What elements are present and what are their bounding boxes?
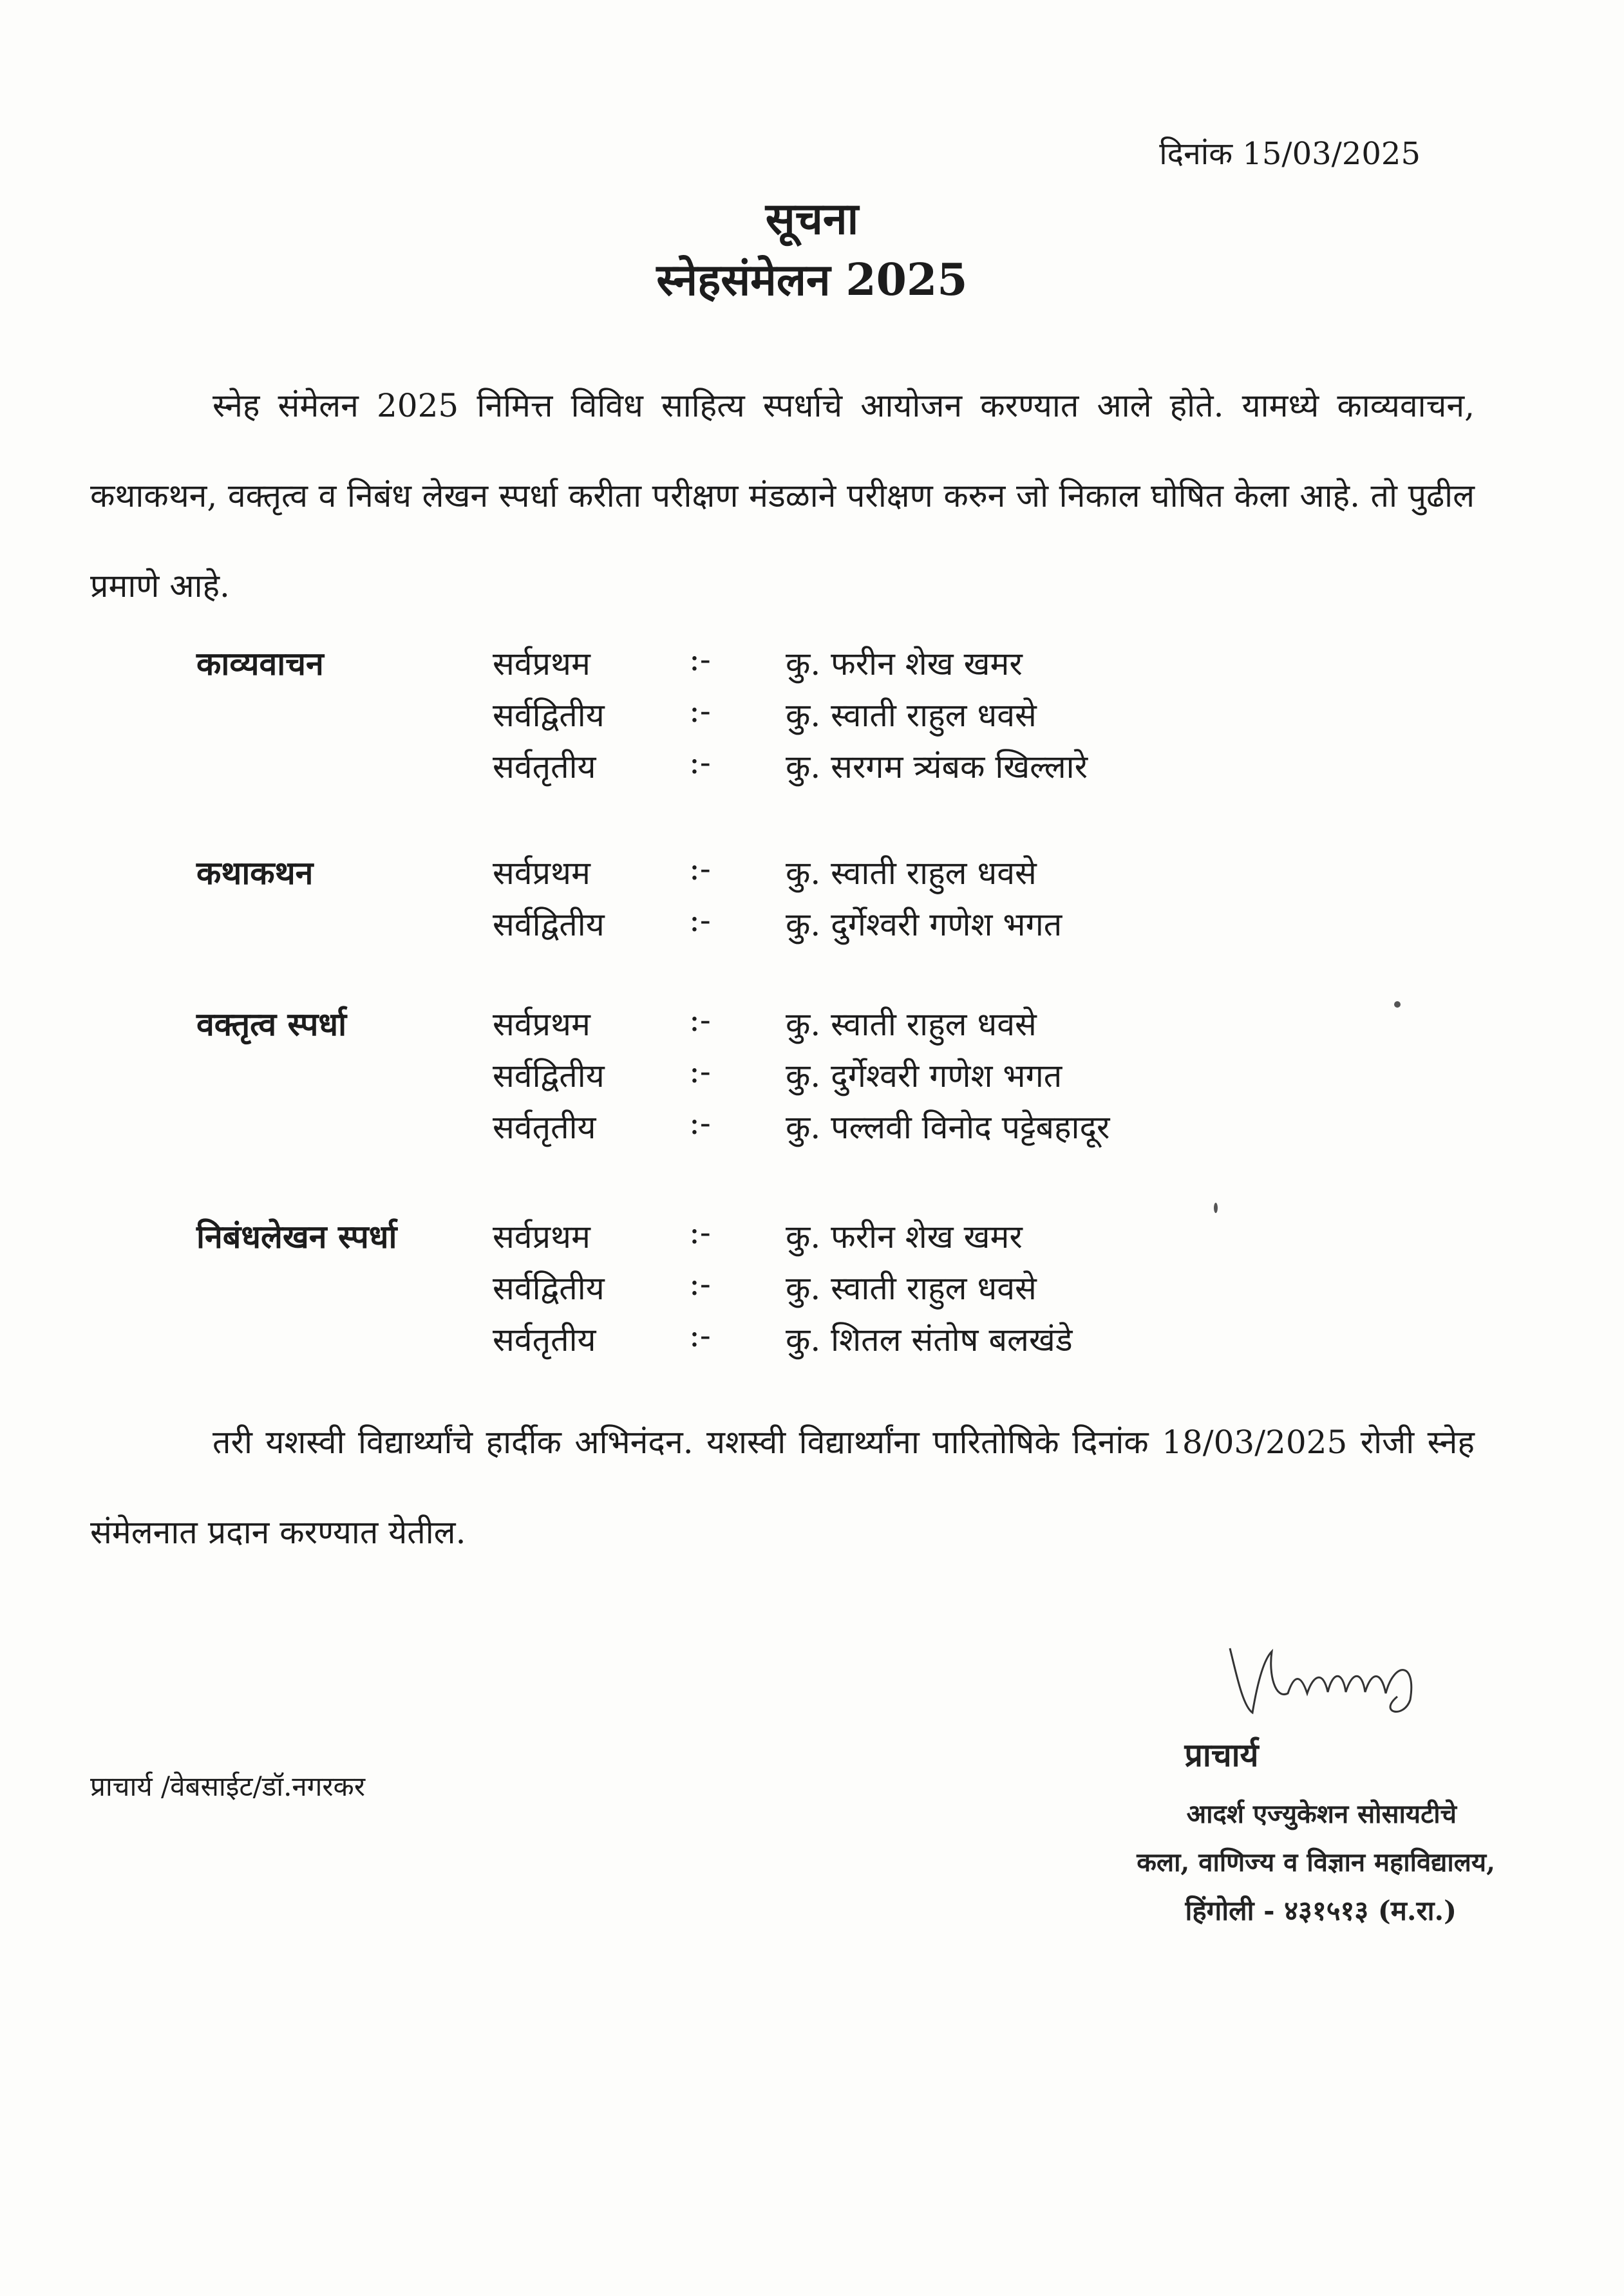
result-separator: :- [689, 692, 711, 729]
result-name: कु. स्वाती राहुल धवसे [786, 1270, 1037, 1307]
intro-paragraph: स्नेह संमेलन 2025 निमित्त विविध साहित्य स्पर्धाचे आयोजन करण्यात आले होते. यामध्ये काव्यवाचन, कथाकथन, वक्तृत्व व निबंध लेखन स्पर्धा करीता परीक्षण मंडळाने परीक्षण करुन जो निकाल घोषित केला आहे. तो पुढील प्रमाणे आहे. [90, 387, 1475, 605]
result-separator: :- [689, 641, 711, 678]
result-rank: सर्वतृतीय [493, 748, 596, 786]
result-rank: सर्वतृतीय [493, 1321, 596, 1359]
result-separator: :- [689, 1104, 711, 1142]
scan-speck [1394, 1001, 1401, 1008]
result-name: कु. स्वाती राहुल धवसे [786, 854, 1037, 892]
result-name: कु. स्वाती राहुल धवसे [786, 697, 1037, 734]
result-category: काव्यवाचन [196, 645, 324, 682]
closing-paragraph: तरी यशस्वी विद्यार्थ्यांचे हार्दीक अभिनंदन. यशस्वी विद्यार्थ्यांना पारितोषिके दिनांक 18/03/2025 रोजी स्नेह संमेलनात प्रदान करण्यात येतील. [90, 1424, 1475, 1551]
result-row [0, 901, 1624, 953]
result-row [0, 1265, 1624, 1317]
result-separator: :- [689, 1317, 711, 1354]
notice-subtitle: स्नेहसंमेलन 2025 [656, 254, 968, 306]
result-rank: सर्वप्रथम [493, 1006, 590, 1043]
result-rank: सर्वद्वितीय [493, 1057, 605, 1095]
result-rank: सर्वप्रथम [493, 645, 590, 682]
result-row [0, 1001, 1624, 1053]
result-name: कु. फरीन शेख खमर [786, 1218, 1023, 1256]
result-name: कु. दुर्गेश्वरी गणेश भगत [786, 1057, 1062, 1095]
result-row [0, 744, 1624, 795]
result-rank: सर्वद्वितीय [493, 906, 605, 943]
seal-place: हिंगोली - ४३१५१३ (म.रा.) [1185, 1895, 1457, 1926]
result-row [0, 641, 1624, 692]
result-row [0, 1214, 1624, 1265]
seal-designation: प्राचार्य [1184, 1736, 1259, 1774]
principal-signature [1217, 1635, 1436, 1726]
result-row [0, 692, 1624, 744]
seal-society: आदर्श एज्युकेशन सोसायटीचे [1186, 1799, 1457, 1829]
notice-date: दिनांक 15/03/2025 [1159, 136, 1421, 172]
result-name: कु. फरीन शेख खमर [786, 645, 1023, 682]
scan-speck [1214, 1203, 1218, 1213]
seal-college: कला, वाणिज्य व विज्ञान महाविद्यालय, [1137, 1847, 1495, 1877]
result-category: कथाकथन [196, 854, 314, 892]
result-category: निबंधलेखन स्पर्धा [196, 1218, 397, 1256]
result-rank: सर्वप्रथम [493, 1218, 590, 1256]
result-separator: :- [689, 1053, 711, 1090]
result-name: कु. दुर्गेश्वरी गणेश भगत [786, 906, 1062, 943]
result-rank: सर्वप्रथम [493, 854, 590, 892]
result-name: कु. पल्लवी विनोद पट्टेबहादूर [786, 1109, 1110, 1146]
result-separator: :- [689, 901, 711, 939]
result-name: कु. शितल संतोष बलखंडे [786, 1321, 1073, 1359]
result-separator: :- [689, 1265, 711, 1303]
result-row [0, 1104, 1624, 1156]
result-category: वक्तृत्व स्पर्धा [196, 1005, 347, 1043]
result-rank: सर्वद्वितीय [493, 1270, 605, 1307]
result-separator: :- [689, 850, 711, 887]
result-name: कु. स्वाती राहुल धवसे [786, 1006, 1037, 1043]
result-rank: सर्वद्वितीय [493, 697, 605, 734]
principal-seal [1032, 1732, 1495, 1928]
result-row [0, 850, 1624, 901]
result-name: कु. सरगम त्र्यंबक खिल्लारे [786, 748, 1088, 786]
notice-title: सूचना [765, 193, 859, 245]
result-separator: :- [689, 1214, 711, 1251]
result-row [0, 1053, 1624, 1104]
result-row [0, 1317, 1624, 1368]
result-separator: :- [689, 744, 711, 781]
result-separator: :- [689, 1001, 711, 1039]
result-rank: सर्वतृतीय [493, 1109, 596, 1146]
copy-to-line: प्राचार्य /वेबसाईट/डॉ.नगरकर [90, 1771, 365, 1802]
